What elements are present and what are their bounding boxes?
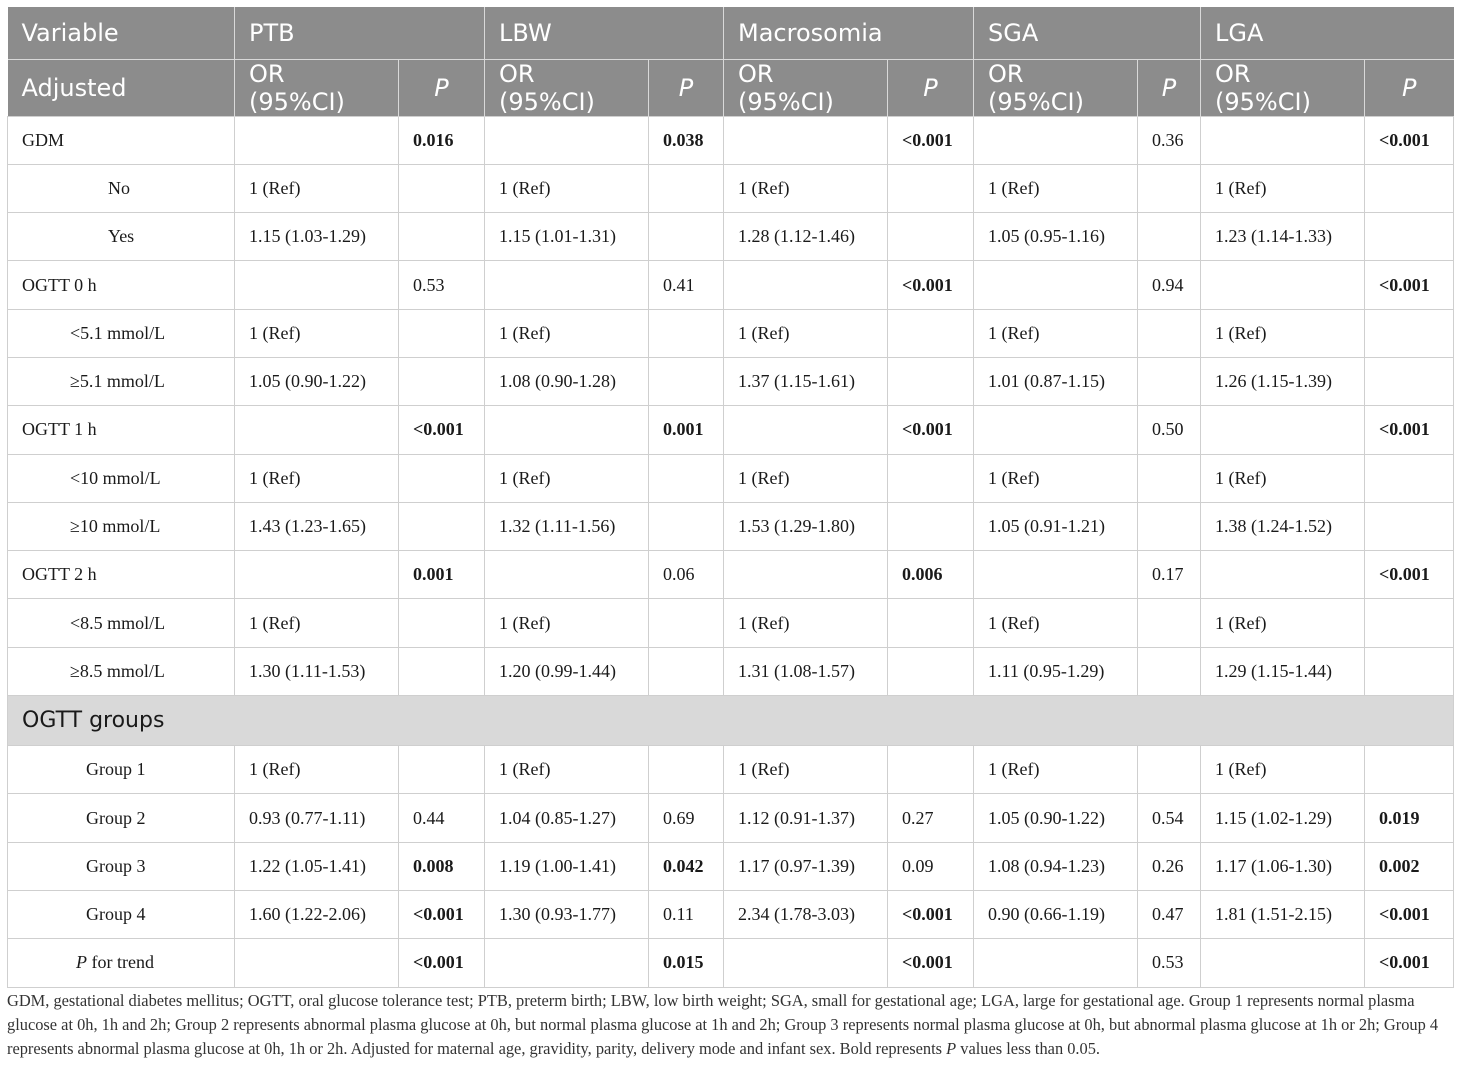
row-label: <10 mmol/L [8,454,235,502]
p-value-cell: <0.001 [399,939,485,987]
table-row [8,842,1454,890]
or-cell: 1.04 (0.85-1.27) [485,794,649,842]
row-label: ≥10 mmol/L [8,502,235,550]
or-cell: 1.38 (1.24-1.52) [1201,502,1365,550]
header-p: P [1365,59,1454,116]
header-row-stats [8,59,1454,116]
or-cell: 1 (Ref) [235,599,399,647]
p-value-cell [888,647,974,695]
or-cell: 0.90 (0.66-1.19) [974,890,1138,938]
table-row [8,647,1454,695]
header-or: OR (95%CI) [974,59,1138,116]
p-value-cell: 0.17 [1138,551,1201,599]
footnote-main: GDM, gestational diabetes mellitus; OGTT, oral glucose tolerance test; PTB, preterm birth; LBW, low birth weight; SGA, small for gestational age; LGA, large for gestational age. Group 1 represents normal plasma glucose at 0h, 1h and 2h; Group 2 represents abnormal plasma glucose at 0h, but normal plasma glucose at 1h and 2h; Group 3 represents normal plasma glucose at 0h, but abnormal plasma glucose at 1h or 2h; Group 4 represents abnormal plasma glucose at 0h, 1h or 2h. Adjusted for maternal age, gravidity, parity, delivery mode and infant sex. Bold represents [7,991,1439,1058]
p-value-cell [888,309,974,357]
header-p: P [649,59,724,116]
p-value-cell: 0.09 [888,842,974,890]
header-or: OR (95%CI) [724,59,888,116]
row-label: <8.5 mmol/L [8,599,235,647]
or-cell [235,116,399,164]
p-value-cell [399,647,485,695]
or-cell: 1.30 (1.11-1.53) [235,647,399,695]
p-value-cell [1365,164,1454,212]
or-cell [485,939,649,987]
or-cell: 1 (Ref) [974,309,1138,357]
or-cell: 1 (Ref) [1201,746,1365,794]
or-cell: 1 (Ref) [485,599,649,647]
or-cell [235,551,399,599]
or-cell [1201,261,1365,309]
p-value-cell: <0.001 [888,939,974,987]
or-cell: 1 (Ref) [235,309,399,357]
p-value-cell [1138,502,1201,550]
p-value-cell: <0.001 [1365,116,1454,164]
or-cell [724,939,888,987]
p-value-cell [1365,599,1454,647]
p-value-cell [399,309,485,357]
header-p: P [1138,59,1201,116]
p-value-cell [888,213,974,261]
p-value-cell [1365,213,1454,261]
or-cell: 1.05 (0.95-1.16) [974,213,1138,261]
row-label: No [8,164,235,212]
p-value-cell: 0.006 [888,551,974,599]
table-row [8,502,1454,550]
or-cell: 1.32 (1.11-1.56) [485,502,649,550]
p-value-cell [888,502,974,550]
or-cell [485,551,649,599]
table-row [8,454,1454,502]
p-value-cell [399,213,485,261]
or-cell: 1.05 (0.90-1.22) [235,357,399,405]
p-value-cell [649,357,724,405]
table-row [8,261,1454,309]
table-row [8,116,1454,164]
or-cell [724,406,888,454]
or-cell: 1 (Ref) [724,599,888,647]
p-value-cell: 0.94 [1138,261,1201,309]
p-value-cell [888,164,974,212]
p-value-cell: <0.001 [1365,890,1454,938]
header-row-outcomes [8,7,1454,59]
p-value-cell [399,357,485,405]
p-value-cell [888,357,974,405]
p-value-cell [1365,502,1454,550]
or-cell [235,939,399,987]
p-value-cell [1365,746,1454,794]
or-cell [974,406,1138,454]
header-macrosomia: Macrosomia [724,7,974,59]
p-value-cell [399,454,485,502]
or-cell [974,939,1138,987]
p-value-cell: <0.001 [888,890,974,938]
p-value-cell: 0.001 [649,406,724,454]
p-value-cell: 0.36 [1138,116,1201,164]
or-cell: 1 (Ref) [974,599,1138,647]
or-cell: 1.01 (0.87-1.15) [974,357,1138,405]
or-cell [1201,551,1365,599]
p-value-cell [888,746,974,794]
or-cell [974,551,1138,599]
p-value-cell: 0.54 [1138,794,1201,842]
or-cell: 1 (Ref) [1201,164,1365,212]
p-value-cell [1138,213,1201,261]
p-value-cell: <0.001 [1365,551,1454,599]
or-cell [724,116,888,164]
or-cell: 1.43 (1.23-1.65) [235,502,399,550]
p-value-cell: <0.001 [888,261,974,309]
or-cell [724,261,888,309]
p-value-cell: 0.53 [1138,939,1201,987]
p-value-cell: 0.06 [649,551,724,599]
p-value-cell [1138,454,1201,502]
p-value-cell: 0.11 [649,890,724,938]
or-cell: 1 (Ref) [974,164,1138,212]
p-value-cell: <0.001 [1365,261,1454,309]
table-body [8,116,1454,987]
section-row-ogtt-groups [8,696,1454,746]
or-cell [1201,939,1365,987]
or-cell: 1 (Ref) [724,164,888,212]
or-cell: 1.23 (1.14-1.33) [1201,213,1365,261]
or-cell: 1.60 (1.22-2.06) [235,890,399,938]
table-row [8,746,1454,794]
header-p: P [888,59,974,116]
header-variable: Variable [8,7,235,59]
or-cell: 1.12 (0.91-1.37) [724,794,888,842]
p-value-cell [1365,454,1454,502]
row-label: OGTT 1 h [8,406,235,454]
p-value-cell: <0.001 [1365,939,1454,987]
table-row [8,599,1454,647]
p-value-cell [649,213,724,261]
p-value-cell [649,309,724,357]
table-footnote [7,989,1453,1061]
or-cell: 1 (Ref) [974,454,1138,502]
footnote-italic-p: P [946,1039,957,1058]
table-row [8,309,1454,357]
or-cell [974,116,1138,164]
p-value-cell [399,746,485,794]
or-cell: 1.11 (0.95-1.29) [974,647,1138,695]
p-value-cell [1138,746,1201,794]
or-cell: 1.81 (1.51-2.15) [1201,890,1365,938]
or-cell: 1.30 (0.93-1.77) [485,890,649,938]
row-label: Group 2 [8,794,235,842]
or-cell: 1 (Ref) [724,309,888,357]
p-value-cell [649,599,724,647]
p-value-cell [1138,357,1201,405]
or-cell [235,261,399,309]
or-cell: 1 (Ref) [1201,309,1365,357]
or-cell: 1 (Ref) [485,454,649,502]
p-value-cell [649,454,724,502]
or-cell [485,116,649,164]
p-value-cell: <0.001 [888,116,974,164]
row-label: Group 1 [8,746,235,794]
or-cell [485,406,649,454]
header-lga: LGA [1201,7,1454,59]
or-cell: 1 (Ref) [724,454,888,502]
p-value-cell: <0.001 [888,406,974,454]
p-value-cell [1365,357,1454,405]
p-value-cell: <0.001 [399,890,485,938]
p-value-cell [399,164,485,212]
or-cell [485,261,649,309]
p-value-cell: 0.47 [1138,890,1201,938]
or-cell: 1 (Ref) [724,746,888,794]
header-adjusted: Adjusted [8,59,235,116]
row-label: GDM [8,116,235,164]
p-value-cell: 0.53 [399,261,485,309]
table-container [7,7,1453,988]
table-row [8,164,1454,212]
or-cell: 1.05 (0.90-1.22) [974,794,1138,842]
table-row [8,357,1454,405]
p-value-cell: 0.038 [649,116,724,164]
p-value-cell [888,454,974,502]
p-value-cell [399,599,485,647]
or-cell: 1.15 (1.01-1.31) [485,213,649,261]
header-or: OR (95%CI) [235,59,399,116]
section-label: OGTT groups [8,696,1454,746]
or-cell: 1.28 (1.12-1.46) [724,213,888,261]
p-value-cell: 0.008 [399,842,485,890]
or-cell: 1.17 (1.06-1.30) [1201,842,1365,890]
p-value-cell: 0.015 [649,939,724,987]
p-value-cell: 0.042 [649,842,724,890]
or-cell: 1 (Ref) [235,746,399,794]
p-value-cell: 0.27 [888,794,974,842]
or-cell: 1.17 (0.97-1.39) [724,842,888,890]
or-cell: 1.19 (1.00-1.41) [485,842,649,890]
or-cell: 1.08 (0.94-1.23) [974,842,1138,890]
or-cell: 1.15 (1.02-1.29) [1201,794,1365,842]
p-value-cell [1138,647,1201,695]
table-row [8,213,1454,261]
or-cell: 1.26 (1.15-1.39) [1201,357,1365,405]
p-value-cell: 0.41 [649,261,724,309]
or-cell: 1 (Ref) [1201,599,1365,647]
p-value-cell [649,647,724,695]
or-cell: 1.37 (1.15-1.61) [724,357,888,405]
trend-label-rest: for trend [87,952,154,973]
or-cell: 1 (Ref) [485,746,649,794]
or-cell: 1 (Ref) [974,746,1138,794]
p-value-cell: 0.002 [1365,842,1454,890]
or-cell: 1.15 (1.03-1.29) [235,213,399,261]
p-value-cell: <0.001 [1365,406,1454,454]
or-cell: 1.20 (0.99-1.44) [485,647,649,695]
p-value-cell [1365,309,1454,357]
results-table [7,7,1454,988]
p-value-cell [649,746,724,794]
row-label: Group 4 [8,890,235,938]
row-label: ≥8.5 mmol/L [8,647,235,695]
or-cell: 1.05 (0.91-1.21) [974,502,1138,550]
row-label: Yes [8,213,235,261]
or-cell [1201,406,1365,454]
or-cell: 2.34 (1.78-3.03) [724,890,888,938]
or-cell: 1.29 (1.15-1.44) [1201,647,1365,695]
or-cell: 1.08 (0.90-1.28) [485,357,649,405]
table-header [8,7,1454,116]
p-value-cell: 0.001 [399,551,485,599]
header-or: OR (95%CI) [1201,59,1365,116]
trend-row [8,939,1454,987]
or-cell [724,551,888,599]
or-cell: 1.31 (1.08-1.57) [724,647,888,695]
header-lbw: LBW [485,7,724,59]
header-ptb: PTB [235,7,485,59]
trend-label [8,939,235,987]
trend-label-italic: P [76,952,87,973]
p-value-cell: 0.44 [399,794,485,842]
header-p: P [399,59,485,116]
row-label: ≥5.1 mmol/L [8,357,235,405]
row-label: Group 3 [8,842,235,890]
or-cell [974,261,1138,309]
or-cell: 1 (Ref) [485,164,649,212]
p-value-cell [399,502,485,550]
header-or: OR (95%CI) [485,59,649,116]
or-cell: 1 (Ref) [235,454,399,502]
p-value-cell [1138,164,1201,212]
row-label: OGTT 2 h [8,551,235,599]
p-value-cell: 0.50 [1138,406,1201,454]
row-label: <5.1 mmol/L [8,309,235,357]
table-row [8,406,1454,454]
p-value-cell: 0.019 [1365,794,1454,842]
or-cell: 1 (Ref) [1201,454,1365,502]
header-sga: SGA [974,7,1201,59]
or-cell: 1.22 (1.05-1.41) [235,842,399,890]
p-value-cell: 0.26 [1138,842,1201,890]
table-row [8,551,1454,599]
table-row [8,794,1454,842]
or-cell: 0.93 (0.77-1.11) [235,794,399,842]
or-cell: 1 (Ref) [235,164,399,212]
p-value-cell [1138,599,1201,647]
p-value-cell [649,502,724,550]
or-cell [235,406,399,454]
p-value-cell: 0.69 [649,794,724,842]
or-cell [1201,116,1365,164]
footnote-end: values less than 0.05. [956,1039,1101,1058]
p-value-cell: <0.001 [399,406,485,454]
p-value-cell [1138,309,1201,357]
p-value-cell [1365,647,1454,695]
p-value-cell: 0.016 [399,116,485,164]
or-cell: 1.53 (1.29-1.80) [724,502,888,550]
table-row [8,890,1454,938]
or-cell: 1 (Ref) [485,309,649,357]
row-label: OGTT 0 h [8,261,235,309]
p-value-cell [649,164,724,212]
p-value-cell [888,599,974,647]
